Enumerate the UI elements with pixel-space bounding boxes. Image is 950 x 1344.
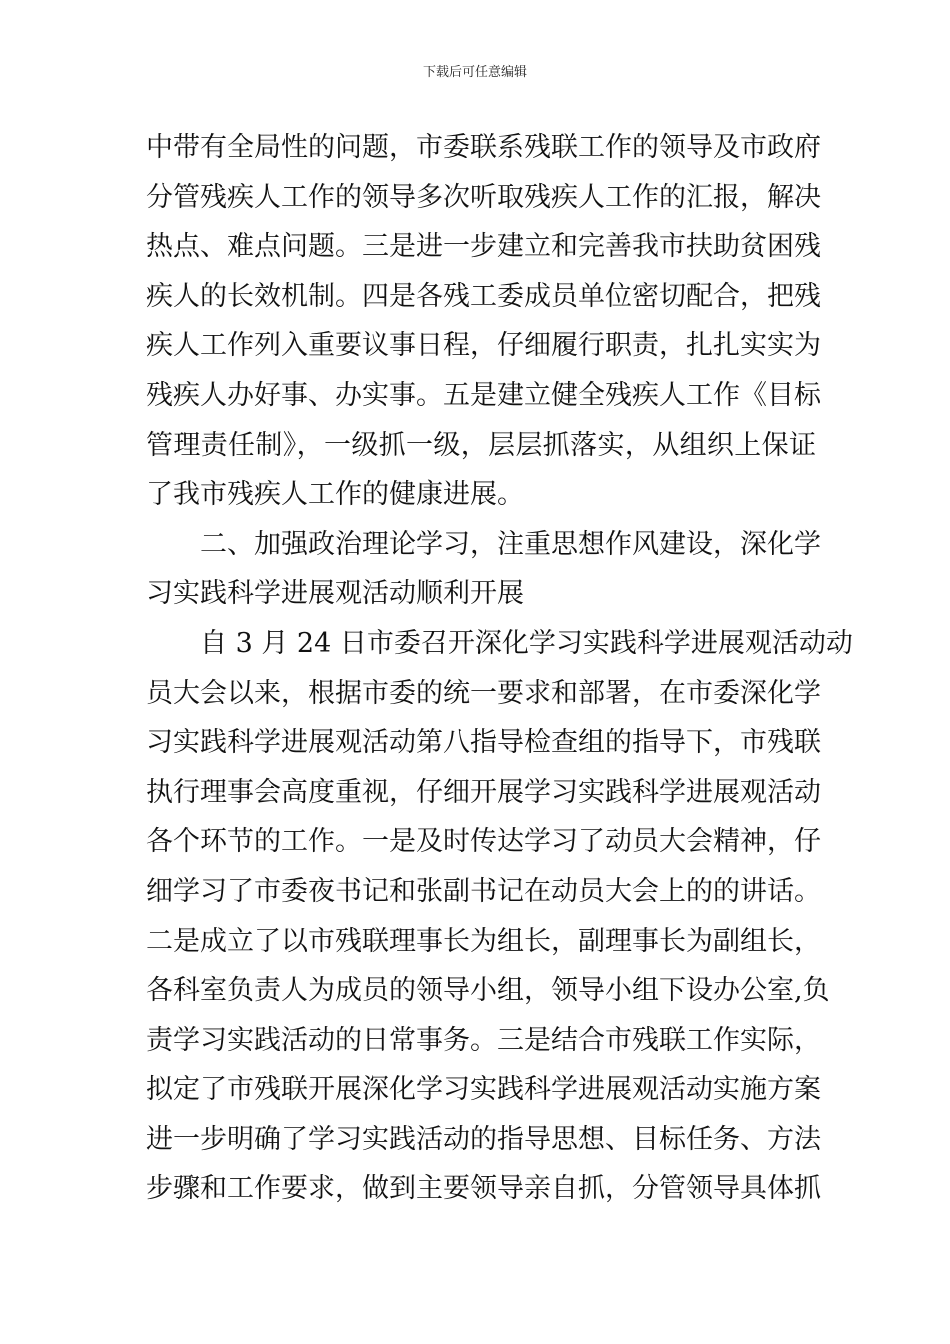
- text-line: 疾人的长效机制。四是各残工委成员单位密切配合，把残: [146, 280, 821, 312]
- section-heading-line: 习实践科学进展观活动顺利开展: [146, 578, 524, 610]
- text-line: 疾人工作列入重要议事日程，仔细履行职责，扎扎实实为: [146, 330, 821, 362]
- text-line: 中带有全局性的问题，市委联系残联工作的领导及市政府: [146, 132, 821, 163]
- text-line: 分管残疾人工作的领导多次听取残疾人工作的汇报，解决: [146, 181, 821, 213]
- text-line: 二是成立了以市残联理事长为组长，副理事长为副组长，: [146, 925, 821, 957]
- text-line: 拟定了市残联开展深化学习实践科学进展观活动实施方案: [146, 1074, 821, 1106]
- text-line: 各个环节的工作。一是及时传达学习了动员大会精神，仔: [146, 826, 821, 858]
- text-line: 自 3 月 24 日市委召开深化学习实践科学进展观活动动: [200, 627, 853, 659]
- text-line: 细学习了市委夜书记和张副书记在动员大会上的的讲话。: [146, 875, 821, 907]
- text-line: 员大会以来，根据市委的统一要求和部署，在市委深化学: [146, 677, 821, 709]
- text-line: 责学习实践活动的日常事务。三是结合市残联工作实际，: [146, 1024, 821, 1056]
- text-line: 残疾人办好事、办实事。五是建立健全残疾人工作《目标: [146, 379, 821, 411]
- text-line: 执行理事会高度重视，仔细开展学习实践科学进展观活动: [146, 776, 821, 808]
- body-text: [146, 128, 853, 1219]
- text-line: 习实践科学进展观活动第八指导检查组的指导下，市残联: [146, 727, 821, 759]
- text-line: 管理责任制》，一级抓一级，层层抓落实，从组织上保证: [146, 429, 816, 461]
- text-line: 热点、难点问题。三是进一步建立和完善我市扶助贫困残: [146, 231, 821, 263]
- text-line: 步骤和工作要求，做到主要领导亲自抓，分管领导具体抓: [146, 1173, 821, 1205]
- section-heading-line: 二、加强政治理论学习，注重思想作风建设，深化学: [200, 528, 821, 560]
- text-line: 各科室负责人为成员的领导小组，领导小组下设办公室,负: [146, 975, 830, 1007]
- text-line: 了我市残疾人工作的健康进展。: [146, 479, 524, 511]
- page-header: 下载后可任意编辑: [422, 65, 527, 80]
- text-line: 进一步明确了学习实践活动的指导思想、目标任务、方法: [146, 1123, 821, 1155]
